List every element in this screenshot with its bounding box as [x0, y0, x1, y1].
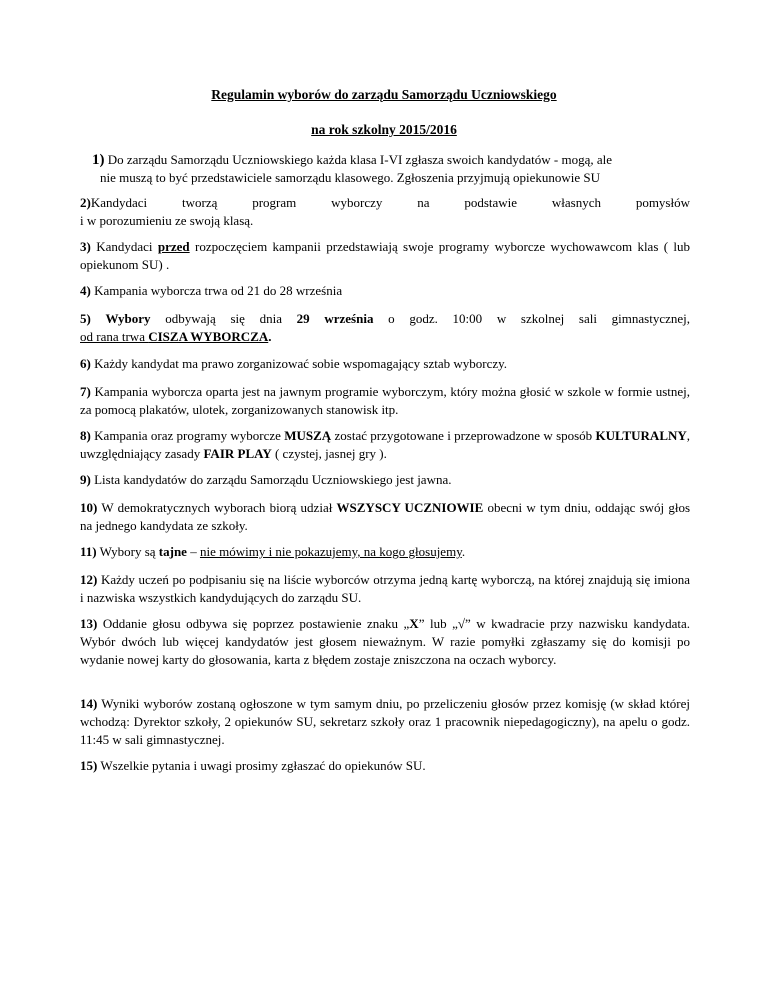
rule-item-5 — [80, 310, 690, 346]
rule-text: obecni w tym dniu, oddając swój głos na jednego kandydata ze szkoły. — [80, 500, 691, 533]
rule-item-13 — [80, 615, 690, 669]
rule-emphasis: tajne — [158, 544, 187, 559]
rule-number: 2) — [80, 195, 91, 210]
rule-item-11 — [80, 543, 690, 561]
rule-number: 10) — [80, 500, 98, 515]
rule-emphasis: MUSZĄ — [284, 428, 332, 443]
rule-number: 8) — [80, 428, 91, 443]
rule-text: Oddanie głosu odbywa się poprzez postawienie znaku „ — [102, 616, 410, 631]
rule-emphasis: WSZYSCY UCZNIOWIE — [336, 500, 484, 515]
rule-text-underlined: od rana trwa — [80, 329, 149, 344]
rule-number: 7) — [80, 384, 91, 399]
rule-punctuation: . — [461, 544, 466, 559]
rule-text: Kandydaci tworzą program wyborczy na podstawie własnych pomysłów — [90, 195, 690, 210]
rule-text: Każdy kandydat ma prawo zorganizować sobie wspomagający sztab wyborczy. — [94, 356, 508, 371]
rule-item-7 — [80, 383, 690, 419]
rule-number: 6) — [80, 356, 91, 371]
rule-emphasis: przed — [157, 239, 190, 254]
rule-emphasis: KULTURALNY — [595, 428, 687, 443]
rule-text: Wybory są — [99, 544, 159, 559]
rule-number: 4) — [80, 283, 91, 298]
rule-number: 14) — [80, 696, 98, 711]
rule-text: Wyniki wyborów zostaną ogłoszone w tym samym dniu, po przeliczeniu głosów przez komisję (w skład której wchodzą: Dyrektor szkoły, 2 opiekunów SU, sekretarz szkoły oraz 1 pracownik niepedagogiczny), na apelu o godz. 11:45 w sali gimnastycznej. — [80, 696, 690, 747]
rule-number: 11) — [80, 544, 97, 559]
rule-number: 3) — [80, 239, 91, 254]
rule-item-1 — [92, 151, 678, 187]
rule-text: , uwzględniający zasady — [80, 428, 691, 461]
rule-text: Wszelkie pytania i uwagi prosimy zgłaszać do opiekunów SU. — [100, 758, 426, 773]
rule-emphasis: CISZA WYBORCZA — [148, 329, 269, 344]
rule-text: Kandydaci — [96, 239, 158, 254]
rule-text-underlined: nie mówimy i nie pokazujemy, na kogo głosujemy — [199, 544, 462, 559]
rule-date: 29 września — [296, 311, 374, 326]
rule-text-continued: nie muszą to być przedstawiciele samorządu klasowego. Zgłoszenia przyjmują opiekunowie SU — [100, 170, 600, 185]
rule-text: Do zarządu Samorządu Uczniowskiego każda klasa I-VI zgłasza swoich kandydatów - mogą, ale — [107, 152, 613, 167]
rule-text: Kampania wyborcza oparta jest na jawnym programie wyborczym, który można głosić w szkole w formie ustnej, za pomocą plakatów, ulotek, zorganizowanych stanowisk itp. — [80, 384, 691, 417]
rule-item-6 — [80, 355, 690, 373]
rule-text-continued: i w porozumieniu ze swoją klasą. — [80, 213, 254, 228]
rule-item-9 — [80, 471, 690, 489]
rule-item-8 — [80, 427, 690, 463]
rule-text: zostać przygotowane i przeprowadzone w sposób — [331, 428, 596, 443]
rule-number: 9) — [80, 472, 91, 487]
rule-text: W demokratycznych wyborach biorą udział — [101, 500, 337, 515]
rule-text: rozpoczęciem kampanii przedstawiają swoje programy wyborcze wychowawcom klas ( lub opiekunom SU) . — [80, 239, 691, 272]
rule-item-4 — [80, 282, 690, 300]
rule-number: 1) — [92, 152, 105, 168]
rule-item-12 — [80, 571, 690, 607]
rule-text: odbywają się dnia — [150, 311, 297, 326]
rule-text: Kampania oraz programy wyborcze — [94, 428, 285, 443]
rule-emphasis: FAIR PLAY — [203, 446, 272, 461]
rule-item-2 — [80, 194, 690, 230]
document-subtitle: na rok szkolny 2015/2016 — [311, 122, 457, 137]
rule-number: 15) — [80, 758, 98, 773]
rule-number: 5) — [80, 311, 91, 326]
rule-text: Kampania wyborcza trwa od 21 do 28 września — [94, 283, 343, 298]
rule-item-10 — [80, 499, 690, 535]
rule-number: 12) — [80, 572, 98, 587]
rule-punctuation: . — [268, 329, 272, 344]
rule-text: – — [186, 544, 200, 559]
rule-item-3 — [80, 238, 690, 274]
rule-text: Lista kandydatów do zarządu Samorządu Uczniowskiego jest jawna. — [94, 472, 452, 487]
rule-text: ” lub „√” w kwadracie przy nazwisku kandydata. Wybór dwóch lub więcej kandydatów jest głosem nieważnym. W razie pomyłki zgłaszamy się do komisji po wydanie nowej karty do głosowania, karta z błędem zostaje zniszczona na oczach wyborcy. — [80, 616, 690, 667]
rule-emphasis: X — [409, 616, 419, 631]
rule-item-14 — [80, 695, 690, 749]
rule-text: Każdy uczeń po podpisaniu się na liście wyborców otrzyma jedną kartę wyborczą, na której znajdują się imiona i nazwiska wszystkich kandydujących do zarządu SU. — [80, 572, 691, 605]
rule-text: o godz. 10:00 w szkolnej sali gimnastycznej, — [373, 311, 690, 326]
rule-item-15 — [80, 757, 690, 775]
document-title: Regulamin wyborów do zarządu Samorządu Uczniowskiego — [211, 87, 557, 102]
rule-text: ( czystej, jasnej gry ). — [271, 446, 387, 461]
rule-number: 13) — [80, 616, 98, 631]
rule-emphasis: Wybory — [105, 311, 151, 326]
